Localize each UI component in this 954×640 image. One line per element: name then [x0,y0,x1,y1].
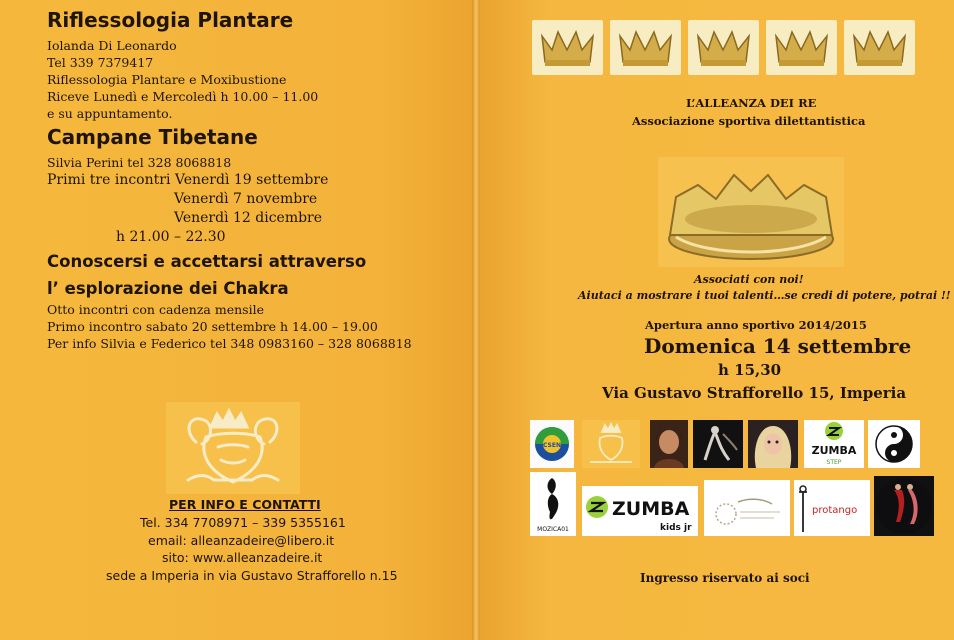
zumba-kids-label: ZUMBA [612,498,690,520]
contacts-phone: Tel. 334 7708971 – 339 5355161 [140,515,346,530]
protango-label: protango [812,505,858,516]
emblem-icon [166,402,300,494]
chakra-title: l’ esplorazione dei Chakra [47,279,289,298]
tagline: Associati con noi! [694,273,804,286]
riflessologia-line: Riceve Lunedì e Mercoledì h 10.00 – 11.00 [47,89,319,104]
chakra-line: Otto incontri con cadenza mensile [47,302,264,317]
campane-date: Primi tre incontri Venerdì 19 settembre [47,172,329,188]
chakra-title: Conoscersi e accettarsi attraverso [47,252,367,271]
crown-tile [844,20,915,75]
footer-note: Ingresso riservato ai soci [640,571,810,585]
tango-logo [874,476,934,536]
csen-logo [530,420,574,468]
contacts-email[interactable]: email: alleanzadeire@libero.it [148,533,335,548]
event-time: h 15,30 [718,361,782,379]
portrait-icon [650,420,688,468]
riflessologia-line: Riflessologia Plantare e Moxibustione [47,72,287,87]
campane-title: Campane Tibetane [47,125,258,149]
alleanza-emblem-small [582,420,640,468]
zumba-step-sub: STEP [826,459,842,466]
yin-yang-icon [868,420,920,468]
crown-tile [610,20,681,75]
big-crown-icon [658,157,844,267]
crown-icon [766,20,837,75]
campane-date: Venerdì 7 novembre [174,191,318,207]
csen-label: CSEN [543,442,561,449]
org-name: L’ALLEANZA DEI RE [686,96,817,110]
mozica-icon [530,472,576,536]
zumba-kids-sub: kids jr [660,523,692,533]
csen-icon [530,420,574,468]
dance-school-icon [704,480,790,536]
chakra-line: Primo incontro sabato 20 settembre h 14.00 – 19.00 [47,319,378,334]
mozica-label: MOZICA01 [537,526,569,533]
event-venue: Via Gustavo Strafforello 15, Imperia [602,384,907,402]
riflessologia-title: Riflessologia Plantare [47,8,294,32]
mozica-logo [530,472,576,536]
opening-text: Apertura anno sportivo 2014/2015 [645,318,867,332]
crown-tile [766,20,837,75]
campane-time: h 21.00 – 22.30 [116,229,226,245]
zumba-step-label: ZUMBA [811,444,857,457]
emblem-small-icon [582,420,640,468]
crown-tile [532,20,603,75]
photo-dance [693,420,743,468]
crown-tile [688,20,759,75]
chakra-line: Per info Silvia e Federico tel 348 0983160 – 328 8068818 [47,336,412,351]
riflessologia-line: Iolanda Di Leonardo [47,38,177,53]
riflessologia-line: e su appuntamento. [47,106,173,121]
contacts-heading: PER INFO E CONTATTI [169,497,321,512]
crown-icon [532,20,603,75]
crown-icon [610,20,681,75]
zumba-kids-logo [582,486,698,536]
protango-logo [794,480,870,536]
protango-icon [794,480,870,536]
campane-date: Venerdì 12 dicembre [174,210,323,226]
campane-contact: Silvia Perini tel 328 8068818 [47,155,232,170]
tango-icon [874,476,934,536]
zumba-icon [804,420,864,468]
org-type: Associazione sportiva dilettantistica [632,114,866,128]
dance-school-logo [704,480,790,536]
portrait-icon [748,420,798,468]
big-crown-image [658,157,844,267]
zumba-step-logo [804,420,864,468]
contacts-address: sede a Imperia in via Gustavo Strafforello n.15 [106,568,398,583]
dancers-icon [693,420,743,468]
page-fold [472,0,480,640]
zumba-kids-icon [582,486,698,536]
crown-icon [688,20,759,75]
photo-woman [650,420,688,468]
event-date: Domenica 14 settembre [644,334,912,358]
photo-blonde [748,420,798,468]
association-emblem [166,402,300,494]
contacts-site[interactable]: sito: www.alleanzadeire.it [162,550,323,565]
tagline: Aiutaci a mostrare i tuoi talenti…se credi di potere, potrai !! [578,289,951,302]
yin-yang-logo [868,420,920,468]
crown-icon [844,20,915,75]
riflessologia-line: Tel 339 7379417 [47,55,154,70]
